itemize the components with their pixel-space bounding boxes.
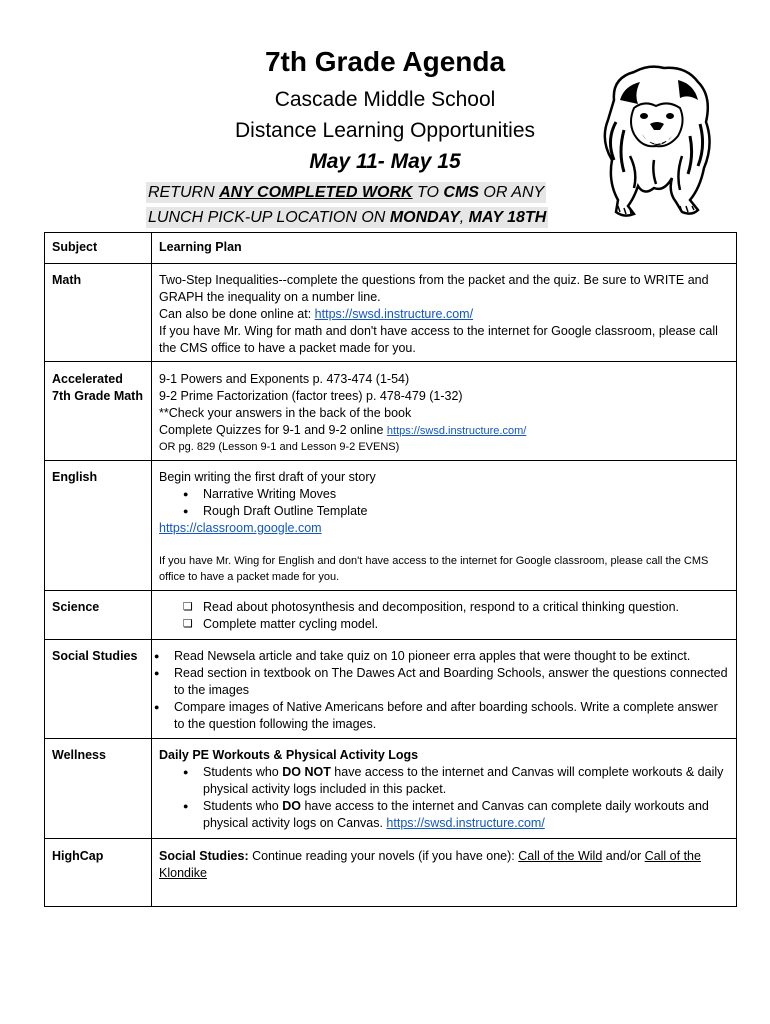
accel-line-1: 9-1 Powers and Exponents p. 473-474 (1-54) <box>159 372 410 386</box>
science-checklist <box>159 599 729 633</box>
list-item: ● Students who DO have access to the internet and Canvas can complete daily workouts and physical activity logs on Canvas. https://swsd.instructure.com/ <box>203 798 729 832</box>
english-packet-note: If you have Mr. Wing for English and don't have access to the internet for Google classroom, please call the CMS office to have a packet made for you. <box>159 555 709 583</box>
english-line-1: Begin writing the first draft of your story <box>159 470 376 484</box>
page-title: 7th Grade Agenda <box>264 46 506 77</box>
wellness-heading: Daily PE Workouts & Physical Activity Logs <box>159 748 419 762</box>
math-canvas-link[interactable]: https://swsd.instructure.com/ <box>314 307 474 321</box>
google-classroom-link[interactable]: https://classroom.google.com <box>159 521 322 535</box>
plan-science <box>152 591 737 640</box>
math-instructions: Two-Step Inequalities--complete the questions from the packet and the quiz. Be sure to WRITE and GRAPH the inequality on a number line. <box>159 273 709 304</box>
wellness-canvas-link[interactable]: https://swsd.instructure.com/ <box>386 816 545 830</box>
return-instructions-line-2: LUNCH PICK-UP LOCATION ON MONDAY, MAY 18TH <box>148 209 547 226</box>
english-bullet-list <box>159 486 729 520</box>
list-item: ❏ Read about photosynthesis and decomposition, respond to a critical thinking question. <box>203 599 729 616</box>
column-header-learning-plan: Learning Plan <box>152 233 737 264</box>
agenda-table <box>44 232 737 907</box>
subject-science: Science <box>45 591 152 640</box>
return-instructions-line-1: RETURN ANY COMPLETED WORK TO CMS OR ANY <box>148 184 545 201</box>
math-online-line: Can also be done online at: https://swsd.instructure.com/ <box>159 307 474 321</box>
list-item: ● Read section in textbook on The Dawes Act and Boarding Schools, answer the questions connected to the images <box>174 665 729 699</box>
accel-line-5: OR pg. 829 (Lesson 9-1 and Lesson 9-2 EVENS) <box>159 440 400 453</box>
program-name: Distance Learning Opportunities <box>234 119 535 142</box>
table-row-highcap <box>45 839 737 907</box>
list-item: ● Narrative Writing Moves <box>203 486 729 503</box>
accel-line-3: **Check your answers in the back of the book <box>159 406 412 420</box>
table-row-accelerated-math <box>45 362 737 461</box>
plan-math <box>152 264 737 362</box>
math-packet-note: If you have Mr. Wing for math and don't have access to the internet for Google classroom, please call the CMS office to have a packet made for you. <box>159 324 718 355</box>
school-name: Cascade Middle School <box>274 88 496 111</box>
subject-english: English <box>45 461 152 591</box>
book-call-of-the-klondike: Call of the Klondike <box>159 849 701 880</box>
wellness-bullet-list <box>159 764 729 832</box>
plan-wellness <box>152 739 737 839</box>
table-header-row <box>45 233 737 264</box>
list-item: ● Rough Draft Outline Template <box>203 503 729 520</box>
list-item: ● Compare images of Native Americans before and after boarding schools. Write a complete answer to the question following the images. <box>174 699 729 733</box>
social-studies-bullet-list <box>152 648 729 733</box>
plan-highcap: Social Studies: Continue reading your novels (if you have one): Call of the Wild and/or Call of the Klondike <box>152 839 737 907</box>
list-item: ❏ Complete matter cycling model. <box>203 616 729 633</box>
bear-mascot-icon <box>594 60 720 220</box>
list-item: ● Read Newsela article and take quiz on 10 pioneer erra apples that were thought to be extinct. <box>174 648 729 665</box>
accel-line-2: 9-2 Prime Factorization (factor trees) p. 478-479 (1-32) <box>159 389 463 403</box>
plan-accelerated-math <box>152 362 737 461</box>
subject-wellness: Wellness <box>45 739 152 839</box>
subject-math: Math <box>45 264 152 362</box>
table-row-science <box>45 591 737 640</box>
accel-canvas-link[interactable]: https://swsd.instructure.com/ <box>386 425 527 437</box>
column-header-subject: Subject <box>45 233 152 264</box>
plan-social-studies <box>152 640 737 739</box>
table-row-social-studies <box>45 640 737 739</box>
table-row-english <box>45 461 737 591</box>
date-range: May 11- May 15 <box>309 150 461 173</box>
list-item: ● Students who DO NOT have access to the internet and Canvas will complete workouts & daily physical activity logs included in this packet. <box>203 764 729 798</box>
highcap-label: Social Studies: <box>159 849 249 863</box>
subject-highcap: HighCap <box>45 839 152 907</box>
subject-social-studies: Social Studies <box>45 640 152 739</box>
table-row-math <box>45 264 737 362</box>
book-call-of-the-wild: Call of the Wild <box>518 849 603 863</box>
subject-accelerated-math: Accelerated 7th Grade Math <box>45 362 152 461</box>
plan-english <box>152 461 737 591</box>
table-row-wellness <box>45 739 737 839</box>
accel-line-4: Complete Quizzes for 9-1 and 9-2 online https://swsd.instructure.com/ <box>159 423 527 437</box>
